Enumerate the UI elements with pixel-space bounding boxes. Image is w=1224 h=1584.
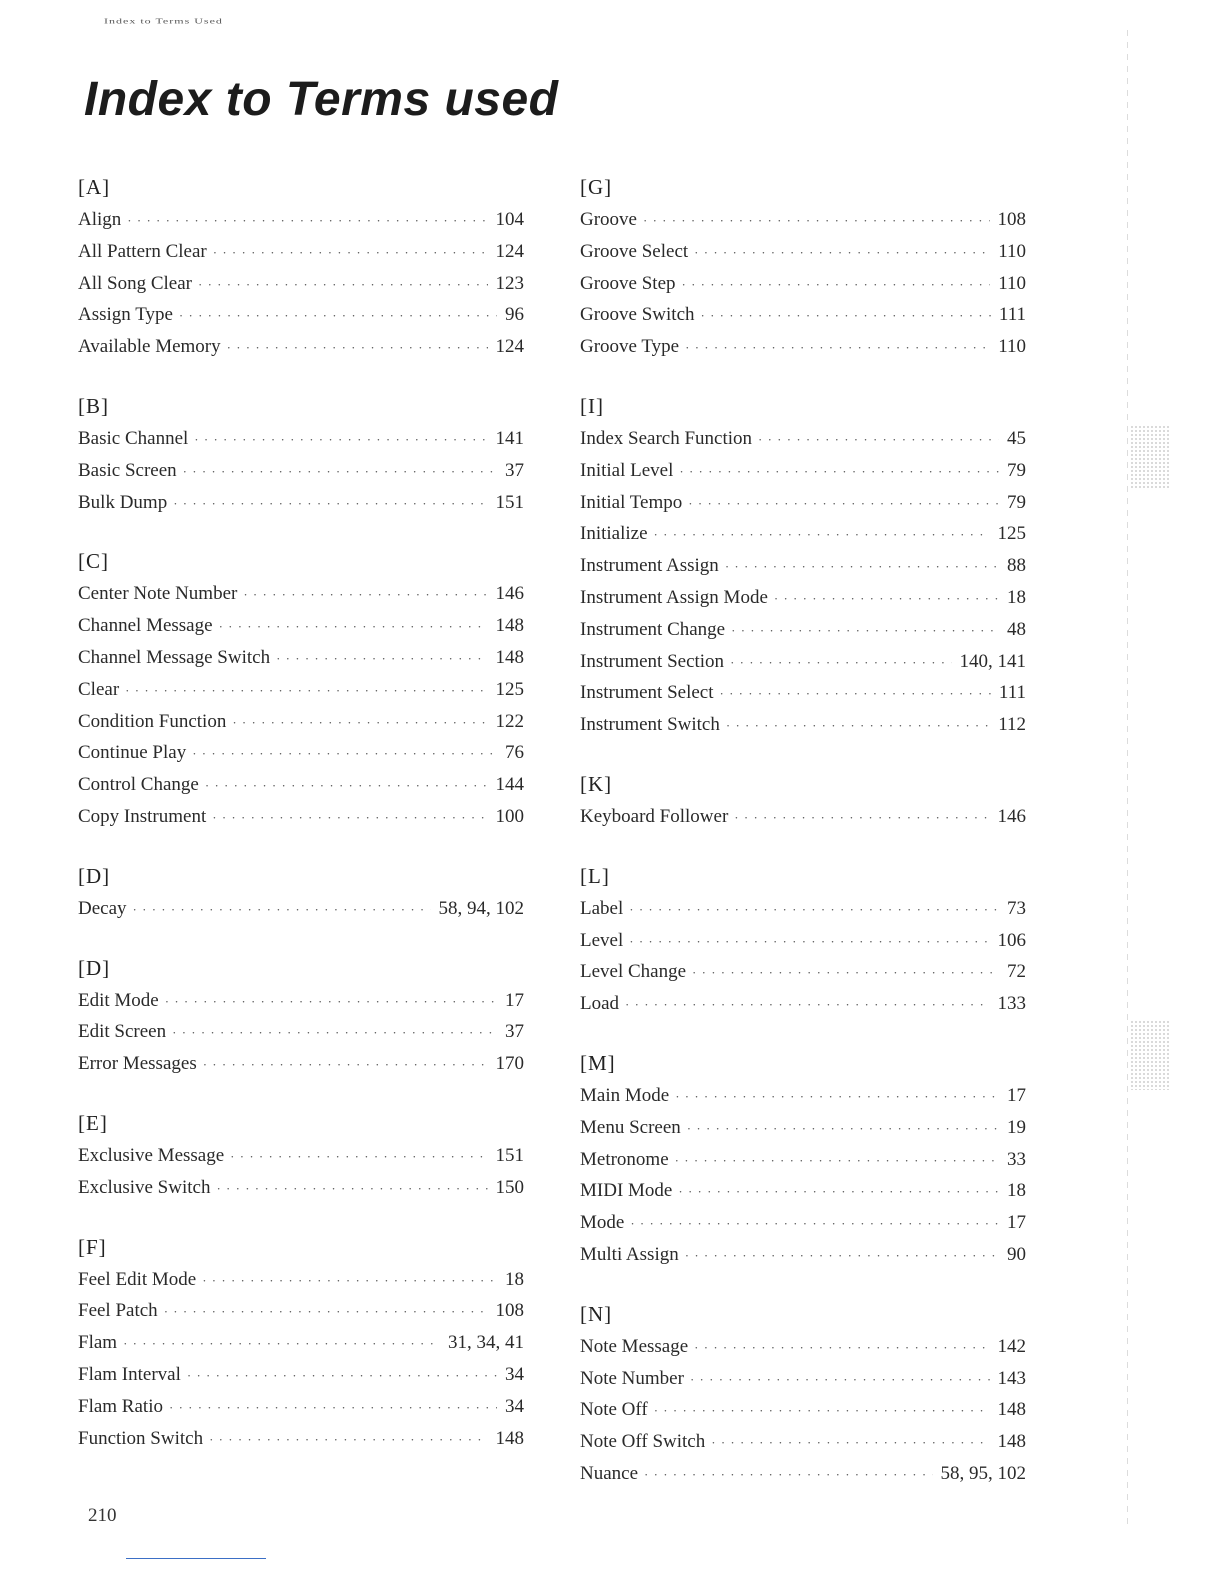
index-term: Instrument Assign Mode (580, 586, 768, 608)
scan-noise-artifact (1130, 1020, 1170, 1090)
page-reference: 148 (495, 615, 524, 637)
index-entry (580, 1239, 1026, 1271)
index-term: Main Mode (580, 1084, 670, 1106)
page-reference: 34 (505, 1395, 524, 1417)
index-column-right (580, 170, 1026, 1516)
page-reference: 148 (997, 1399, 1026, 1421)
index-term: Channel Message (78, 615, 213, 637)
index-term: Index Search Function (580, 427, 753, 449)
index-entry (78, 204, 524, 236)
page-reference: 18 (505, 1268, 524, 1290)
index-term: Feel Edit Mode (78, 1268, 197, 1290)
index-section (78, 389, 524, 518)
section-heading: [D] (78, 955, 111, 980)
dot-leader (688, 488, 999, 520)
index-entry (78, 1359, 524, 1391)
page-reference: 108 (997, 209, 1026, 230)
dot-leader (682, 269, 991, 301)
page-reference: 125 (997, 523, 1026, 545)
page-reference: 150 (495, 1176, 524, 1198)
section-heading: [C] (78, 549, 109, 574)
dot-leader (725, 551, 999, 583)
section-heading: [N] (580, 1301, 613, 1326)
page-reference: 123 (495, 272, 524, 294)
dot-leader (675, 1145, 999, 1177)
index-entry (78, 706, 524, 738)
page-reference: 133 (997, 993, 1026, 1015)
index-section (580, 1046, 1026, 1271)
index-term: Groove Select (580, 240, 689, 262)
dot-leader (654, 1395, 990, 1427)
index-entry (78, 1295, 524, 1327)
index-section (78, 1230, 524, 1455)
dot-leader (198, 269, 488, 301)
index-section (78, 1106, 524, 1204)
index-term: Flam Interval (78, 1363, 181, 1385)
index-term: Note Off (580, 1399, 648, 1421)
index-entry (78, 1172, 524, 1204)
index-entry (78, 769, 524, 801)
index-term: Nuance (580, 1462, 639, 1484)
index-entry (78, 801, 524, 833)
index-entry (580, 677, 1026, 709)
index-entry (78, 423, 524, 455)
dot-leader (758, 424, 999, 456)
page-reference: 18 (1007, 586, 1026, 608)
index-entry (580, 893, 1026, 925)
dot-leader (194, 424, 487, 456)
dot-leader (654, 519, 990, 551)
dot-leader (173, 488, 487, 520)
index-term: Note Off Switch (580, 1431, 706, 1453)
index-term: Basic Screen (78, 459, 177, 481)
index-entry (78, 578, 524, 610)
page-reference: 58, 94, 102 (438, 897, 524, 919)
page-number: 210 (88, 1505, 117, 1526)
dot-leader (731, 615, 999, 647)
dot-leader (219, 611, 488, 643)
index-term: Initialize (580, 523, 648, 545)
page-reference: 100 (495, 805, 524, 827)
page-reference: 141 (495, 427, 524, 449)
dot-leader (230, 1141, 487, 1173)
page-reference: 79 (1007, 491, 1026, 513)
page-reference: 170 (495, 1053, 524, 1075)
index-entry (78, 1391, 524, 1423)
section-heading: [A] (78, 175, 111, 199)
dot-leader (679, 456, 999, 488)
index-term: Instrument Assign (580, 555, 719, 577)
index-term: Initial Tempo (580, 491, 683, 513)
index-term: Flam (78, 1332, 118, 1354)
dot-leader (169, 1392, 497, 1424)
index-entry (580, 1080, 1026, 1112)
index-term: Center Note Number (78, 583, 238, 605)
index-term: All Pattern Clear (78, 240, 207, 262)
dot-leader (694, 1332, 989, 1364)
dot-leader (678, 1176, 999, 1208)
dot-leader (123, 1328, 440, 1360)
index-term: Instrument Switch (580, 714, 720, 736)
section-heading: [B] (78, 393, 109, 418)
running-head: Index to Terms Used (104, 17, 223, 26)
index-term: Exclusive Message (78, 1144, 225, 1166)
index-term: Edit Mode (78, 989, 159, 1011)
index-entry (580, 299, 1026, 331)
dot-leader (690, 1364, 990, 1396)
index-entry (580, 1175, 1026, 1207)
index-entry (78, 455, 524, 487)
page-reference: 90 (1007, 1243, 1026, 1265)
page-reference: 112 (998, 714, 1026, 736)
page-reference: 37 (505, 459, 524, 481)
index-term: Decay (78, 897, 127, 919)
dot-leader (232, 707, 487, 739)
dot-leader (213, 237, 488, 269)
section-heading: [I] (580, 393, 604, 418)
page-reference: 19 (1007, 1116, 1026, 1138)
dot-leader (212, 802, 487, 834)
index-entry (78, 487, 524, 519)
dot-leader (643, 205, 990, 237)
index-term: Control Change (78, 774, 199, 796)
page-reference: 122 (495, 710, 524, 732)
dot-leader (774, 583, 999, 615)
index-entry (78, 1016, 524, 1048)
index-term: Continue Play (78, 742, 187, 764)
index-term: Level (580, 929, 624, 951)
index-entry (580, 956, 1026, 988)
index-entry (580, 1363, 1026, 1395)
index-entry (78, 642, 524, 674)
section-heading: [F] (78, 1234, 107, 1259)
index-entry (580, 582, 1026, 614)
page-reference: 144 (495, 774, 524, 796)
index-term: Instrument Section (580, 650, 725, 672)
dot-leader (205, 770, 488, 802)
index-term: Bulk Dump (78, 491, 168, 513)
index-section (580, 389, 1026, 741)
page-reference: 73 (1007, 897, 1026, 919)
page-reference: 125 (495, 678, 524, 700)
dot-leader (644, 1459, 932, 1491)
index-entry (580, 423, 1026, 455)
dot-leader (133, 894, 431, 926)
index-entry (580, 801, 1026, 833)
index-term: Groove Step (580, 272, 676, 294)
dot-leader (209, 1424, 487, 1456)
index-entry (580, 1394, 1026, 1426)
dot-leader (734, 802, 989, 834)
index-entry (580, 518, 1026, 550)
index-entry (78, 236, 524, 268)
section-heading: [E] (78, 1110, 108, 1135)
index-column-left (78, 170, 524, 1480)
page-reference: 58, 95, 102 (940, 1462, 1026, 1484)
index-term: Note Message (580, 1335, 689, 1357)
page-reference: 151 (495, 491, 524, 513)
index-term: Level Change (580, 961, 687, 983)
dot-leader (187, 1360, 497, 1392)
index-entry (580, 709, 1026, 741)
page-reference: 33 (1007, 1148, 1026, 1170)
index-entry (580, 204, 1026, 236)
dot-leader (726, 710, 990, 742)
index-term: All Song Clear (78, 272, 192, 294)
dot-leader (164, 1296, 488, 1328)
page-reference: 142 (997, 1335, 1026, 1357)
page-reference: 148 (495, 646, 524, 668)
index-entry (580, 487, 1026, 519)
scan-edge-artifact (1127, 30, 1128, 1530)
dot-leader (183, 456, 497, 488)
index-entry (78, 331, 524, 363)
index-entry (580, 268, 1026, 300)
page-reference: 34 (505, 1363, 524, 1385)
index-term: Mode (580, 1212, 625, 1234)
page-reference: 96 (505, 304, 524, 326)
index-entry (78, 1327, 524, 1359)
dot-leader (276, 643, 487, 675)
page-reference: 111 (998, 304, 1026, 326)
index-term: Assign Type (78, 304, 173, 326)
dot-leader (629, 926, 989, 958)
index-entry (580, 550, 1026, 582)
index-term: Label (580, 897, 624, 919)
index-term: Flam Ratio (78, 1395, 163, 1417)
page-reference: 108 (495, 1300, 524, 1322)
index-entry (78, 737, 524, 769)
dot-leader (685, 1240, 999, 1272)
index-term: Basic Channel (78, 427, 189, 449)
section-heading: [G] (580, 175, 613, 199)
index-term: Groove Switch (580, 304, 695, 326)
index-term: Edit Screen (78, 1021, 167, 1043)
index-term: Function Switch (78, 1427, 204, 1449)
index-entry (580, 1207, 1026, 1239)
page-reference: 143 (997, 1367, 1026, 1389)
dot-leader (692, 957, 999, 989)
index-entry (78, 1048, 524, 1080)
dot-leader (192, 738, 497, 770)
dot-leader (227, 332, 488, 364)
page-reference: 17 (1007, 1212, 1026, 1234)
index-term: Keyboard Follower (580, 805, 729, 827)
page-reference: 151 (495, 1144, 524, 1166)
dot-leader (630, 1208, 999, 1240)
index-section (580, 170, 1026, 363)
index-term: Copy Instrument (78, 805, 207, 827)
dot-leader (127, 205, 487, 237)
page-reference: 48 (1007, 618, 1026, 640)
index-term: Exclusive Switch (78, 1176, 211, 1198)
index-term: Instrument Select (580, 682, 714, 704)
dot-leader (216, 1173, 487, 1205)
section-heading: [L] (580, 863, 610, 888)
page-reference: 72 (1007, 961, 1026, 983)
dot-leader (720, 678, 991, 710)
section-heading: [M] (580, 1050, 616, 1075)
index-entry (580, 1426, 1026, 1458)
index-entry (78, 268, 524, 300)
page-reference: 124 (495, 336, 524, 358)
index-entry (580, 1112, 1026, 1144)
page-reference: 140, 141 (959, 650, 1026, 672)
page-reference: 110 (998, 272, 1026, 294)
dot-leader (625, 989, 989, 1021)
index-entry (78, 893, 524, 925)
dot-leader (675, 1081, 999, 1113)
page-reference: 146 (997, 805, 1026, 827)
index-entry (580, 925, 1026, 957)
index-entry (78, 1140, 524, 1172)
page-reference: 104 (495, 209, 524, 230)
index-term: Available Memory (78, 336, 221, 358)
index-entry (78, 985, 524, 1017)
dot-leader (243, 579, 487, 611)
dot-leader (179, 300, 497, 332)
page-reference: 110 (998, 240, 1026, 262)
index-term: Align (78, 209, 122, 230)
page-reference: 111 (998, 682, 1026, 704)
index-section (580, 859, 1026, 1020)
section-heading: [K] (580, 771, 613, 796)
scan-noise-artifact (1130, 425, 1170, 490)
page-reference: 76 (505, 742, 524, 764)
page-reference: 106 (997, 929, 1026, 951)
index-section (580, 1297, 1026, 1490)
page-reference: 45 (1007, 427, 1026, 449)
index-entry (580, 1331, 1026, 1363)
index-entry (580, 646, 1026, 678)
index-entry (580, 614, 1026, 646)
page-reference: 17 (1007, 1084, 1026, 1106)
index-entry (78, 1423, 524, 1455)
index-term: Multi Assign (580, 1243, 679, 1265)
dot-leader (701, 300, 991, 332)
page-reference: 17 (505, 989, 524, 1011)
index-entry (78, 674, 524, 706)
index-term: Error Messages (78, 1053, 197, 1075)
index-term: Instrument Change (580, 618, 726, 640)
dot-leader (687, 1113, 999, 1145)
page-reference: 110 (998, 336, 1026, 358)
section-heading: [D] (78, 863, 111, 888)
index-term: Menu Screen (580, 1116, 681, 1138)
index-entry (580, 988, 1026, 1020)
index-entry (580, 1458, 1026, 1490)
dot-leader (202, 1265, 497, 1297)
index-entry (580, 1144, 1026, 1176)
index-entry (78, 610, 524, 642)
page-reference: 18 (1007, 1180, 1026, 1202)
dot-leader (165, 986, 497, 1018)
index-term: Groove (580, 209, 637, 230)
dot-leader (172, 1017, 497, 1049)
index-term: Note Number (580, 1367, 684, 1389)
page-reference: 124 (495, 240, 524, 262)
index-section (580, 767, 1026, 833)
index-section (78, 951, 524, 1080)
index-term: Metronome (580, 1148, 669, 1170)
index-term: Groove Type (580, 336, 680, 358)
page-reference: 148 (495, 1427, 524, 1449)
index-term: Condition Function (78, 710, 227, 732)
page-reference: 31, 34, 41 (448, 1332, 524, 1354)
page-title: Index to Terms used (84, 73, 559, 126)
index-section (78, 859, 524, 925)
dot-leader (711, 1427, 989, 1459)
index-term: Channel Message Switch (78, 646, 271, 668)
footer-rule (126, 1558, 266, 1559)
index-term: Clear (78, 678, 120, 700)
page-reference: 88 (1007, 555, 1026, 577)
index-entry (580, 331, 1026, 363)
page-reference: 148 (997, 1431, 1026, 1453)
dot-leader (694, 237, 990, 269)
index-entry (78, 1264, 524, 1296)
page-reference: 146 (495, 583, 524, 605)
dot-leader (685, 332, 990, 364)
index-term: Load (580, 993, 620, 1015)
index-entry (580, 455, 1026, 487)
index-section (78, 170, 524, 363)
dot-leader (629, 894, 999, 926)
index-term: Initial Level (580, 459, 674, 481)
page-reference: 79 (1007, 459, 1026, 481)
index-section (78, 544, 524, 832)
dot-leader (730, 647, 951, 679)
index-entry (580, 236, 1026, 268)
index-entry (78, 299, 524, 331)
dot-leader (125, 675, 487, 707)
index-term: Feel Patch (78, 1300, 158, 1322)
page-reference: 37 (505, 1021, 524, 1043)
index-term: MIDI Mode (580, 1180, 673, 1202)
dot-leader (203, 1049, 488, 1081)
